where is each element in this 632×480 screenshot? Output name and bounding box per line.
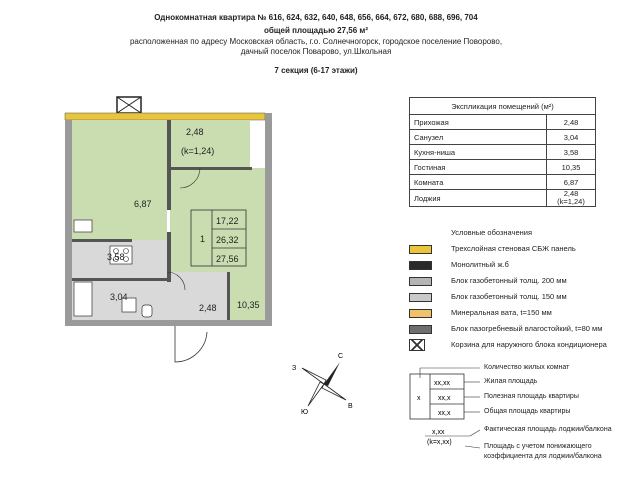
legend-swatch (409, 245, 432, 254)
summary-useful: 26,32 (216, 235, 239, 245)
legend-swatch (409, 261, 432, 270)
floor-plan (50, 92, 290, 377)
summary-total: 27,56 (216, 254, 239, 264)
legend-label: Минеральная вата, t=150 мм (451, 308, 552, 317)
key-living-symbol: xx,xx (434, 380, 450, 387)
document-title: Однокомнатная квартира № 616, 624, 632, 640, 648, 656, 664, 672, 680, 688, 696, 704 (154, 13, 478, 22)
table-row: Комната 6,87 (410, 175, 596, 190)
legend-label: Блок газобетонный толщ. 200 мм (451, 276, 567, 285)
compass-north: С (338, 353, 344, 360)
hall-zone (167, 272, 227, 320)
key-loggia-k-symbol: (k=x,xx) (427, 439, 452, 446)
legend-swatch (409, 309, 432, 318)
summary-living: 17,22 (216, 216, 239, 226)
key-total-symbol: xx,x (438, 410, 451, 417)
key-loggia-coef-line2: коэффициента для лоджии/балкона (484, 453, 602, 460)
legend-label: Трехслойная стеновая СБЖ панель (451, 244, 576, 253)
legend-swatch (409, 339, 425, 351)
bath-area-label: 3,04 (110, 292, 128, 302)
table-row: Прихожая 2,48 (410, 115, 596, 130)
loggia-area-label: 2,48 (186, 127, 204, 137)
table-row: Санузел 3,04 (410, 130, 596, 145)
compass-south: Ю (301, 409, 309, 416)
loggia-k-label: (k=1,24) (181, 146, 215, 156)
key-rooms-count: Количество жилых комнат (484, 364, 570, 371)
compass-icon (284, 348, 364, 420)
room-area-label: 6,87 (134, 199, 152, 209)
legend-swatch (409, 277, 432, 286)
section-label: 7 секция (6-17 этажи) (274, 66, 358, 75)
compass-east: В (348, 403, 353, 410)
key-loggia-coef-line1: Площадь с учетом понижающего (484, 443, 592, 450)
loggia-zone (170, 120, 250, 168)
table-row: Гостиная 10,35 (410, 160, 596, 175)
legend-swatch (409, 325, 432, 334)
legend-title: Условные обозначения (451, 228, 533, 237)
living-area-label: 10,35 (237, 300, 260, 310)
address-line-1: расположенная по адресу Московская область, г.о. Солнечногорск, городское поселение Поворово, (129, 37, 503, 46)
key-useful-symbol: xx,x (438, 395, 451, 402)
legend-label: Монолитный ж.б (451, 260, 509, 269)
summary-rooms: 1 (200, 234, 206, 244)
key-loggia-symbol: x,xx (432, 429, 445, 436)
legend-label: Блок пазогребневый влагостойкий, t=80 мм (451, 324, 603, 333)
legend-label: Корзина для наружного блока кондиционера (451, 340, 607, 349)
explication-title: Экспликация помещений (м²) (410, 98, 596, 115)
kitchen-area-label: 3,58 (107, 252, 125, 262)
explication-table (409, 97, 596, 207)
key-total-area: Общая площадь квартиры (484, 408, 571, 415)
legend-swatch (409, 293, 432, 302)
legend-label: Блок газобетонный толщ. 150 мм (451, 292, 567, 301)
table-row: Кухня-ниша 3,58 (410, 145, 596, 160)
key-loggia-fact: Фактическая площадь лоджии/балкона (484, 426, 612, 433)
total-area-line: общей площадью 27,56 м² (263, 26, 369, 35)
table-row: Лоджия 2,48 (k=1,24) (410, 190, 596, 207)
address-line-2: дачный поселок Поварово, ул.Школьная (240, 47, 392, 56)
compass-west: З (292, 365, 297, 372)
key-living-area: Жилая площадь (484, 378, 538, 385)
hall-area-label: 2,48 (199, 303, 217, 313)
key-rooms-symbol: x (417, 395, 421, 402)
key-useful-area: Полезная площадь квартиры (484, 393, 579, 400)
